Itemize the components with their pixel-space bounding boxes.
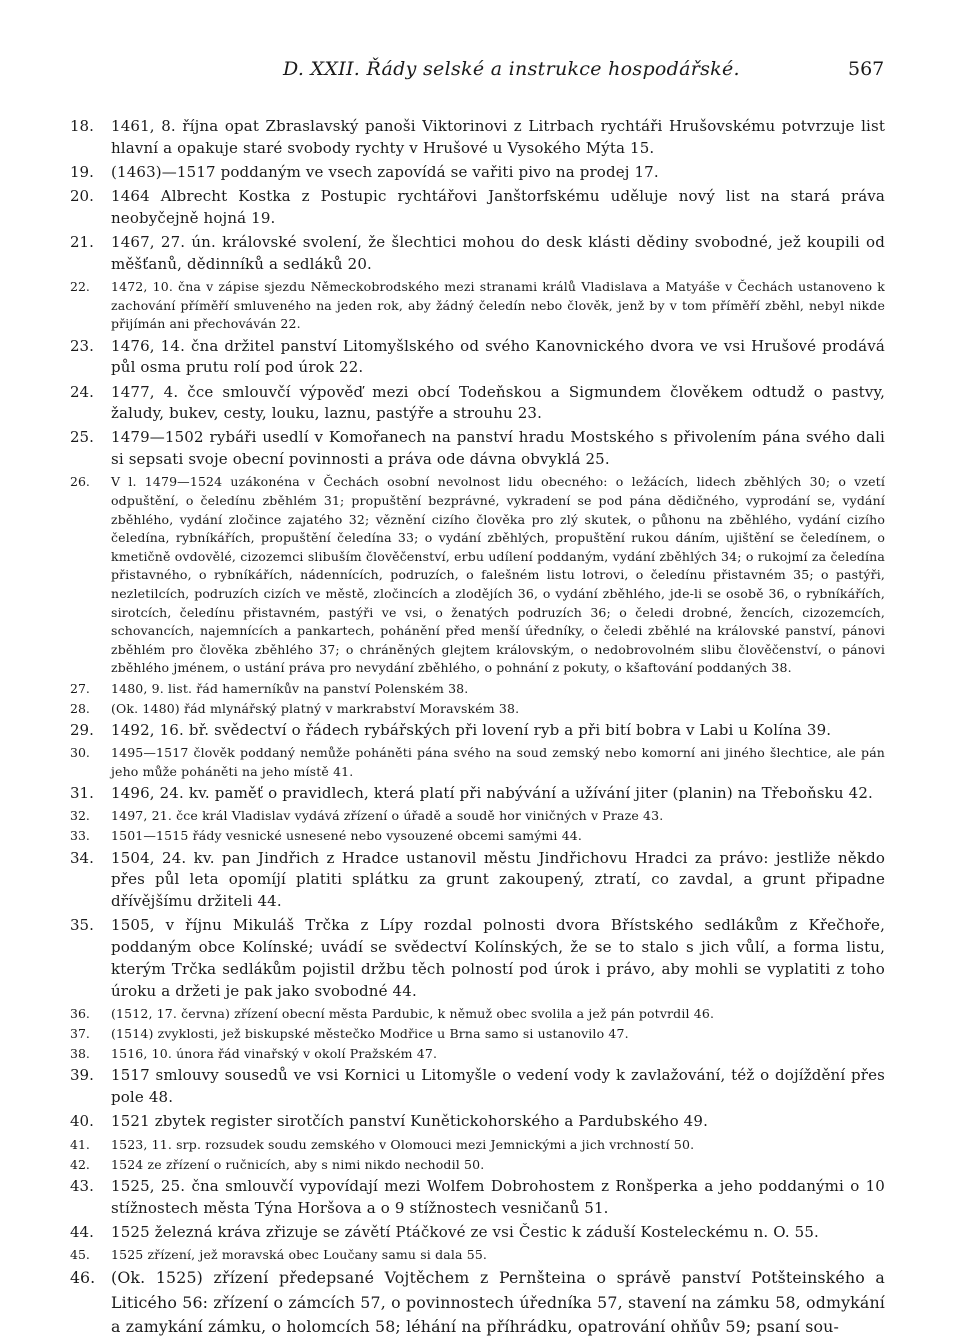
entry-number: 27. xyxy=(70,680,90,696)
list-item xyxy=(70,1156,885,1175)
entry-number: 31. xyxy=(70,783,94,802)
list-item xyxy=(70,1111,885,1133)
entry-text: (Ok. 1480) řád mlynářský platný v markrabství Moravském 38. xyxy=(111,700,520,716)
entry-number: 44. xyxy=(70,1222,94,1241)
list-item xyxy=(70,827,885,846)
list-item xyxy=(70,1005,885,1024)
entry-text: (Ok. 1525) zřízení předepsané Vojtěchem z Pernšteina o správě panství Potšteinského a Liticého 56: zřízení o zámcích 57, o povinnostech úředníka 57, stavení na zámku 58, odmykání a zamykání zámku, o holomcích 58; léhání na příhrádku, opatrování ohňův 59; psaní sou- xyxy=(111,1268,885,1337)
entry-number: 35. xyxy=(70,916,94,935)
entry-number: 46. xyxy=(70,1268,96,1288)
entry-text: (1463)—1517 poddaným ve vsech zapovídá se vařiti pivo na prodej 17. xyxy=(111,162,659,181)
entry-number: 43. xyxy=(70,1176,94,1195)
entry-text: 1477, 4. čce smlouvčí výpověď mezi obcí Todeňskou a Sigmundem člověkem odtudž o pastvy, žaludy, bukev, cesty, louku, laznu, pastýře a strouhu 23. xyxy=(111,382,885,423)
entry-text: 1467, 27. ún. královské svolení, že šlechtici mohou do desk klásti dědiny svobodné, jež koupili od měšťanů, dědinníků a sedláků 20. xyxy=(111,233,885,273)
entry-number: 39. xyxy=(70,1066,94,1085)
list-item xyxy=(70,744,885,781)
entry-text: 1479—1502 rybáři usedlí v Komořanech na panství hradu Mostského s přivolením pána svého dali si sepsati svoje obecní povinnosti a práva ode dávna obvyklá 25. xyxy=(111,428,885,469)
list-item xyxy=(70,1136,885,1155)
list-item xyxy=(70,162,885,184)
entry-number: 19. xyxy=(70,162,94,181)
entry-number: 37. xyxy=(70,1026,90,1042)
entry-text: (1512, 17. června) zřízení obecní města Pardubic, k němuž obec svolila a jež pán potvrdil 46. xyxy=(111,1005,715,1021)
entry-text: 1464 Albrecht Kostka z Postupic rychtářovi Janštorfskému uděluje nový list na stará práva neobyčejně hojná 19. xyxy=(111,187,885,227)
list-item xyxy=(70,382,885,426)
entry-text: 1505, v říjnu Mikuláš Trčka z Lípy rozdal polnosti dvora Břístského sedlákům z Křečhoře, poddaným obce Kolínské; uvádí se svědectví Kolínských, že se to stalo s jich vůlí, a forma listu, kterým Trčka sedlákům pojistil držbu těch polností pod úrok i právo, aby mohli se vyplatiti z toho úroku a držeti je pak jako svobodné 44. xyxy=(111,916,885,1000)
entry-number: 26. xyxy=(70,474,90,490)
entry-text: 1524 ze zřízení o ručnicích, aby s nimi nikdo nechodil 50. xyxy=(111,1156,485,1172)
list-item xyxy=(70,848,885,913)
entry-number: 40. xyxy=(70,1112,94,1131)
entry-number: 33. xyxy=(70,828,90,844)
entry-number: 45. xyxy=(70,1247,90,1263)
entry-number: 42. xyxy=(70,1156,90,1172)
list-item xyxy=(70,783,885,805)
list-item xyxy=(70,427,885,471)
entry-number: 21. xyxy=(70,233,94,252)
list-item xyxy=(70,116,885,160)
entry-text: 1480, 9. list. řád hamerníkův na panství Polenském 38. xyxy=(111,680,469,696)
list-item xyxy=(70,1025,885,1044)
entry-list xyxy=(70,116,885,1343)
list-item xyxy=(70,473,885,678)
list-item xyxy=(70,336,885,380)
list-item xyxy=(70,1246,885,1265)
entry-text: 1525 zřízení, jež moravská obec Loučany samu si dala 55. xyxy=(111,1247,488,1263)
list-item xyxy=(70,1222,885,1244)
running-header-title: D. XXII. Řády selské a instrukce hospodářské. xyxy=(283,58,740,80)
list-item xyxy=(70,1065,885,1109)
entry-number: 34. xyxy=(70,848,94,867)
list-item xyxy=(70,1045,885,1064)
entry-number: 30. xyxy=(70,745,90,761)
entry-text: 1476, 14. čna držitel panství Litomyšlského od svého Kanovnického dvora ve vsi Hrušové prodává půl osma prutu rolí pod úrok 22. xyxy=(111,336,885,377)
list-item xyxy=(70,186,885,230)
entry-text: 1516, 10. února řád vinařský v okolí Pražském 47. xyxy=(111,1046,438,1062)
list-item xyxy=(70,232,885,276)
list-item xyxy=(70,807,885,826)
entry-text: 1497, 21. čce král Vladislav vydává zřízení o úřadě a soudě hor viničných v Praze 43. xyxy=(111,808,664,824)
entry-text: 1521 zbytek register sirotčích panství Kunětickohorského a Pardubského 49. xyxy=(111,1112,708,1131)
entry-number: 23. xyxy=(70,336,94,355)
entry-text: 1525 železná kráva zřizuje se závětí Ptáčkové ze vsi Čestic k záduší Kosteleckému n. O. 55. xyxy=(111,1222,819,1241)
entry-number: 38. xyxy=(70,1046,90,1062)
entry-text: 1495—1517 člověk poddaný nemůže poháněti pána svého na soud zemský nebo komorní ani jiného šlechtice, ale pán jeho může poháněti na jeho místě 41. xyxy=(111,745,885,779)
entry-text: 1525, 25. čna smlouvčí vypovídají mezi Wolfem Dobrohostem z Ronšperka a jeho poddanými o 10 stížnostech města Týna Horšova a o 9 stížnostech vesničanů 51. xyxy=(111,1176,885,1217)
entry-text: 1472, 10. čna v zápise sjezdu Německobrodského mezi stranami králů Vladislava a Matyáše v Čechách ustanoveno k zachování příměří smluveného na jeden rok, aby žádný čeledín nebo člověk, jenž by v tom příměří zběhl, nebyl nikde přijímán ani přechováván 22. xyxy=(111,279,885,332)
running-header xyxy=(0,58,960,88)
entry-text: 1461, 8. října opat Zbraslavský panoši Viktorinovi z Litrbach rychtáři Hrušovskému potvrzuje list hlavní a opakuje staré svobody rychty v Hrušové u Vysokého Mýta 15. xyxy=(111,117,885,157)
list-item xyxy=(70,278,885,334)
entry-number: 20. xyxy=(70,187,94,206)
list-item xyxy=(70,700,885,719)
entry-number: 29. xyxy=(70,720,94,739)
entry-number: 22. xyxy=(70,279,90,295)
list-item xyxy=(70,1266,885,1339)
entry-text: 1504, 24. kv. pan Jindřich z Hradce ustanovil městu Jindřichovu Hradci za právo: jestliže někdo přes půl leta opomíjí platiti splátku za grunt zakoupený, ztratí, co zavdal, a grunt připadne dřívějšímu držiteli 44. xyxy=(111,848,885,911)
list-item xyxy=(70,915,885,1002)
page-number: 567 xyxy=(848,58,885,80)
entry-text: 1523, 11. srp. rozsudek soudu zemského v Olomouci mezi Jemnickými a jich vrchností 50. xyxy=(111,1136,695,1152)
list-item xyxy=(70,680,885,699)
entry-text: 1492, 16. bř. svědectví o řádech rybářských při lovení ryb a při bití bobra v Labi u Kolína 39. xyxy=(111,720,832,739)
list-item xyxy=(70,720,885,742)
entry-text: V l. 1479—1524 uzákonéna v Čechách osobní nevolnost lidu obecného: o ležácích, lidech zběhlých 30; o vzetí odpuštění, o čeledínu zběhlém 31; propuštění bezprávné, vykradení se pod pána dědičného, vyprodání se, vydání zběhlého, vydání zločince zajatého 32; věznění cizího člověka pro zlý skutek, o půhonu na zběhlého, vydání cizího čeledína, rybníkářích, propuštění čeledína 33; o vydání zběhlých, propuštění rukou dáním, ujištění se čeledínem, o kmetičně ovdovělé, cizozemci slibuším člověčenství, erbu udílení poddaným, vydání zběhlých 34; o rukojmí za čeledína přistavného, o rybníkářích, nádennících, podruzích, o falešném listu lotrovi, o čeledínu přistavném 35; o pastýři, nezletilcích, podruzích cizích ve městě, zločincích a zlodějích 36, o vydání zběhlého, jde-li se osobě 36, o rybníkářích, sirotcích, čeledínu přistavném, pastýři ve vsi, o ženatých podruzích 36; o čeledi drobné, žencích, cizozemcích, schovancích, najemnících a pankartech, pohánění před menší úředníky, o čeledi zběhlé na královské panství, pánovi zběhlém pro člověka zběhlého 37; o chráněných glejtem královským, o nedobrovolném slibu člověčenství, o pánovi zběhlého jménem, o ustání práva pro nevydání zběhlého, o pohnání z pokuty, o kšaftování poddaných 38. xyxy=(111,474,885,676)
entry-number: 18. xyxy=(70,117,94,135)
entry-number: 32. xyxy=(70,808,90,824)
entry-text: 1501—1515 řády vesnické usnesené nebo vysouzené obcemi samými 44. xyxy=(111,828,583,844)
entry-number: 28. xyxy=(70,700,90,716)
entry-text: 1517 smlouvy sousedů ve vsi Kornici u Litomyšle o vedení vody k zavlažování, též o dojíždění přes pole 48. xyxy=(111,1066,885,1107)
entry-text: (1514) zvyklosti, jež biskupské městečko Modřice u Brna samo si ustanovilo 47. xyxy=(111,1026,629,1042)
entry-number: 36. xyxy=(70,1005,90,1021)
entry-number: 25. xyxy=(70,428,94,447)
entry-number: 41. xyxy=(70,1136,90,1152)
entry-text: 1496, 24. kv. paměť o pravidlech, která platí při nabývání a užívání jiter (planin) na Třeboňsku 42. xyxy=(111,783,873,802)
list-item xyxy=(70,1176,885,1220)
entry-number: 24. xyxy=(70,382,94,401)
